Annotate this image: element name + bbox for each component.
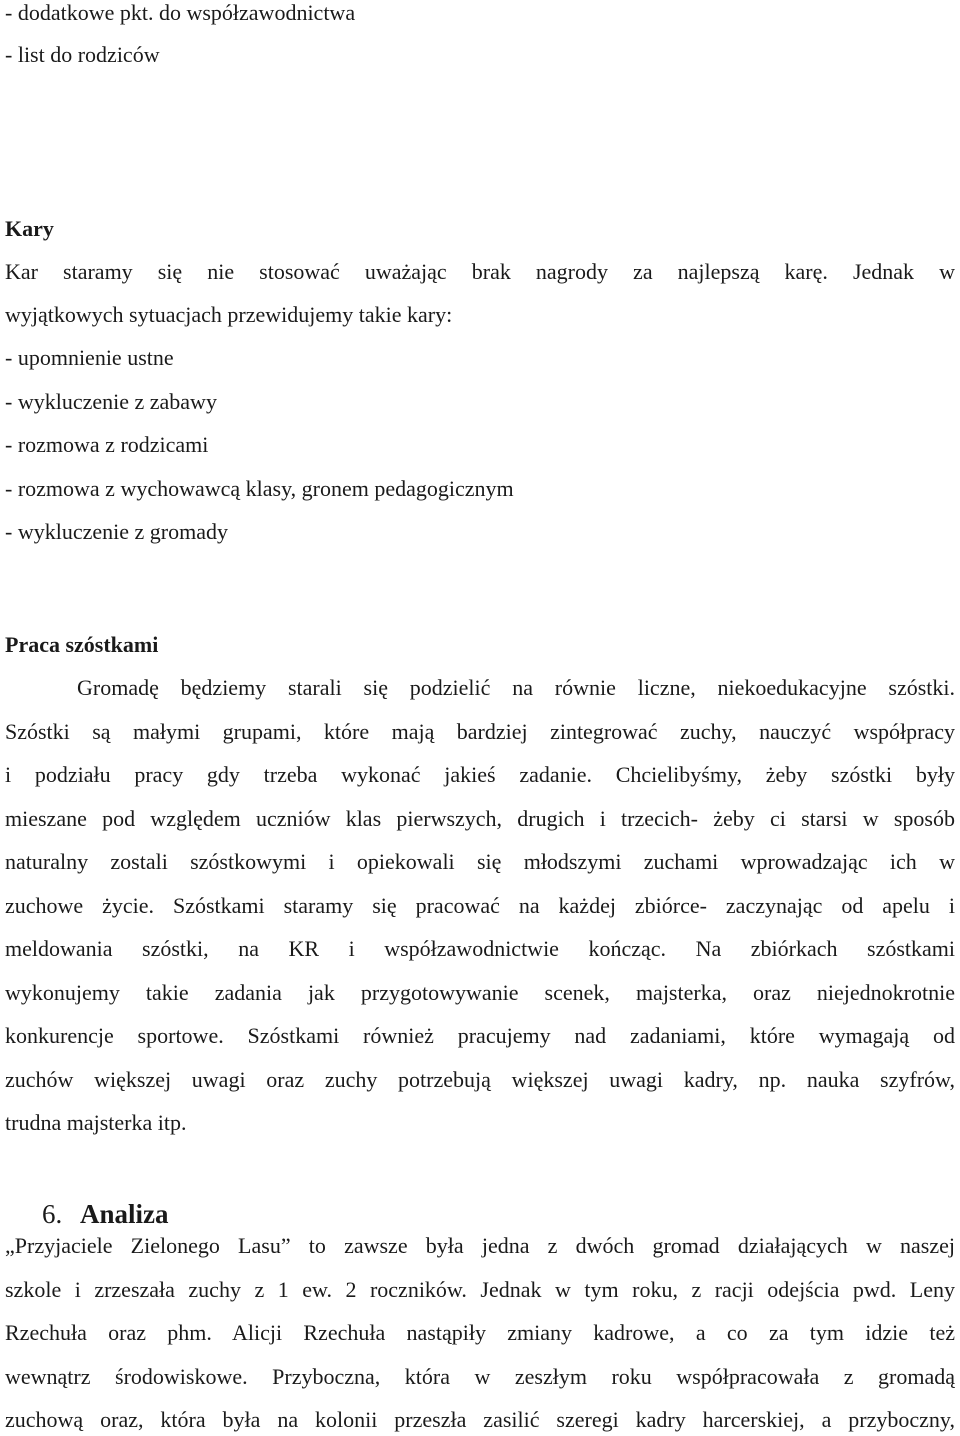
list-item: - wykluczenie z gromady (5, 519, 228, 544)
list-item: - rozmowa z rodzicami (5, 432, 209, 457)
paragraph-line: mieszane pod względem uczniów klas pierwszych, drugich i trzecich- żeby ci starsi w sposób (5, 806, 955, 831)
paragraph-line: „Przyjaciele Zielonego Lasu” to zawsze była jedna z dwóch gromad działających w naszej (5, 1233, 955, 1258)
paragraph-line: trudna majsterka itp. (5, 1110, 187, 1135)
paragraph-line: Kar staramy się nie stosować uważając brak nagrody za najlepszą karę. Jednak w (5, 259, 955, 284)
paragraph-line: zuchową oraz, która była na kolonii przeszła zasilić szeregi kadry harcerskiej, a przyboczny, (5, 1407, 955, 1432)
paragraph-line: naturalny zostali szóstkowymi i opiekowali się młodszymi zuchami wprowadzając ich w (5, 849, 955, 874)
paragraph-line: Rzechuła oraz phm. Alicji Rzechuła nastąpiły zmiany kadrowe, a co za tym idzie też (5, 1320, 955, 1345)
section-title: Analiza (80, 1199, 169, 1229)
paragraph-line: konkurencje sportowe. Szóstkami również pracujemy nad zadaniami, które wymagają od (5, 1023, 955, 1048)
paragraph-line: Szóstki są małymi grupami, które mają bardziej zintegrować zuchy, nauczyć współpracy (5, 719, 955, 744)
section-number: 6. (42, 1199, 63, 1229)
section-heading-szostki: Praca szóstkami (5, 632, 159, 657)
section-heading-analiza (5, 1198, 955, 1230)
section-heading-kary: Kary (5, 216, 54, 241)
list-item: - upomnienie ustne (5, 345, 174, 370)
paragraph-line: meldowania szóstki, na KR i współzawodnictwie kończąc. Na zbiórkach szóstkami (5, 936, 955, 961)
paragraph-line: wewnątrz środowiskowe. Przyboczna, która w zeszłym roku współpracowała z gromadą (5, 1364, 955, 1389)
paragraph-line: zuchowe życie. Szóstkami staramy się pracować na każdej zbiórce- zaczynając od apelu i (5, 893, 955, 918)
paragraph-line: szkole i zrzeszała zuchy z 1 ew. 2 roczników. Jednak w tym roku, z racji odejścia pwd. Leny (5, 1277, 955, 1302)
list-item: - wykluczenie z zabawy (5, 389, 217, 414)
paragraph-line: i podziału pracy gdy trzeba wykonać jakieś zadanie. Chcielibyśmy, żeby szóstki były (5, 762, 955, 787)
list-item: - dodatkowe pkt. do współzawodnictwa (5, 0, 356, 25)
paragraph-line: zuchów większej uwagi oraz zuchy potrzebują większej uwagi kadry, np. nauka szyfrów, (5, 1067, 955, 1092)
paragraph-line: wykonujemy takie zadania jak przygotowywanie scenek, majsterka, oraz niejednokrotnie (5, 980, 955, 1005)
paragraph-line: wyjątkowych sytuacjach przewidujemy takie kary: (5, 302, 453, 327)
paragraph-line: Gromadę będziemy starali się podzielić na równie liczne, niekoedukacyjne szóstki. (77, 675, 955, 700)
list-item: - rozmowa z wychowawcą klasy, gronem pedagogicznym (5, 476, 514, 501)
list-item: - list do rodziców (5, 42, 160, 67)
